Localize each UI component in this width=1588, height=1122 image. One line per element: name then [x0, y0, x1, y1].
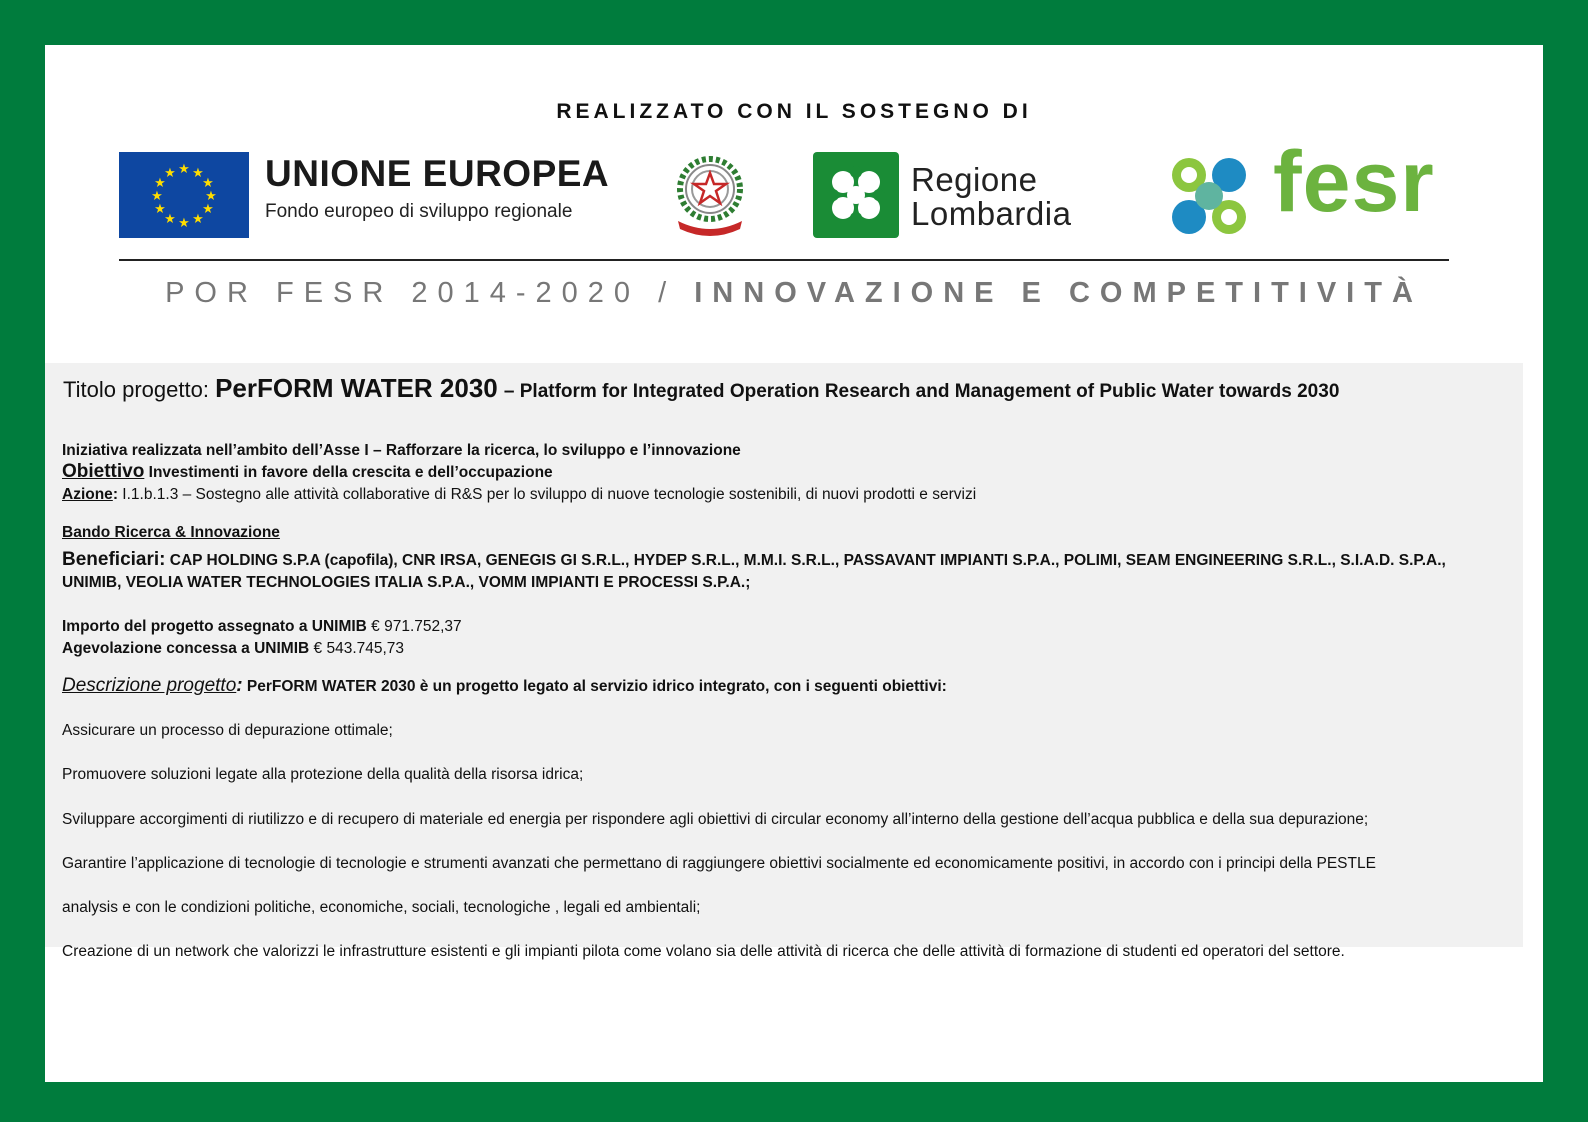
svg-text:★: ★ [178, 162, 190, 177]
svg-text:★: ★ [154, 202, 166, 217]
objective-item: Creazione di un network che valorizzi le infrastrutture esistenti e gli impianti pilota come volano sia delle attività di ricerca che delle attività di formazione di studenti ed operatori del settore. [62, 943, 1345, 960]
objective-item: Promuovere soluzioni legate alla protezione della qualità della risorsa idrica; [62, 766, 584, 783]
svg-text:★: ★ [192, 212, 204, 227]
title-label: Titolo progetto: [63, 377, 209, 402]
objective-item: Sviluppare accorgimenti di riutilizzo e di recupero di materiale ed energia per rispondere agli obiettivi di circular economy all’interno della gestione dell’acqua pubblica e della sua depurazione; [62, 811, 1369, 828]
grant-value: € 543.745,73 [313, 640, 405, 657]
project-subtitle: – Platform for Integrated Operation Research and Management of Public Water towards 2030 [503, 381, 1340, 402]
svg-text:★: ★ [164, 212, 176, 227]
action-colon: : [112, 486, 118, 503]
grant-line [62, 640, 404, 658]
objective-label: Obiettivo [62, 461, 145, 482]
description-line [62, 675, 947, 697]
fesr-wordmark: fesr [1273, 134, 1435, 230]
beneficiaries-line1 [62, 549, 1446, 571]
svg-text:★: ★ [154, 176, 166, 191]
svg-text:★: ★ [151, 189, 163, 204]
svg-text:★: ★ [164, 166, 176, 181]
bando-line: Bando Ricerca & Innovazione [62, 524, 280, 541]
description-label: Descrizione progetto [62, 675, 237, 696]
region-line1: Regione [911, 161, 1038, 198]
beneficiaries-label: Beneficiari: [62, 549, 166, 570]
beneficiaries-list-1: CAP HOLDING S.P.A (capofila), CNR IRSA, GENEGIS GI S.R.L., HYDEP S.R.L., M.M.I. S.R.L., PASSAVANT IMPIANTI S.P.A., POLIMI, SEAM ENGINEERING S.R.L., S.I.A.D. S.P.A., [169, 552, 1446, 569]
eu-title: UNIONE EUROPEA [265, 153, 610, 194]
beneficiaries-line2: UNIMIB, VEOLIA WATER TECHNOLOGIES ITALIA S.P.A., VOMM IMPIANTI E PROCESSI S.P.A.; [62, 574, 751, 591]
por-part2: INNOVAZIONE E COMPETITIVITÀ [694, 277, 1423, 309]
objective-item: Garantire l’applicazione di tecnologie di tecnologie e strumenti avanzati che permettano di raggiungere obiettivi socialmente ed economicamente positivi, in accordo con i principi della PESTLE [62, 855, 1376, 872]
document-page [45, 45, 1543, 1082]
svg-text:★: ★ [205, 189, 217, 204]
region-line2: Lombardia [911, 195, 1072, 232]
italian-emblem-icon [668, 151, 752, 241]
initiative-line: Iniziativa realizzata nell’ambito dell’Asse I – Rafforzare la ricerca, lo sviluppo e l’innovazione [62, 442, 741, 459]
por-fesr-heading [45, 277, 1543, 310]
objective-item: analysis e con le condizioni politiche, economiche, sociali, tecnologiche , legali ed ambientali; [62, 899, 701, 916]
objective-line [62, 461, 553, 483]
fesr-mark-icon [1163, 151, 1255, 241]
header-divider [119, 259, 1449, 261]
supported-by-heading: REALIZZATO CON IL SOSTEGNO DI [556, 100, 1032, 123]
amount-value: € 971.752,37 [371, 618, 462, 635]
action-label: Azione [62, 486, 113, 503]
objective-text: Investimenti in favore della crescita e dell’occupazione [148, 464, 553, 481]
description-intro: PerFORM WATER 2030 è un progetto legato al servizio idrico integrato, con i seguenti obiettivi: [246, 678, 947, 695]
amount-label: Importo del progetto assegnato a UNIMIB [62, 618, 367, 635]
objective-item: Assicurare un processo di depurazione ottimale; [62, 722, 393, 739]
action-line [62, 486, 976, 504]
regione-lombardia-wordmark [911, 163, 1071, 231]
amount-line [62, 618, 462, 636]
eu-subtitle: Fondo europeo di sviluppo regionale [265, 201, 573, 222]
svg-text:★: ★ [202, 202, 214, 217]
por-part1: POR FESR 2014-2020 / [165, 277, 677, 309]
project-title [63, 373, 1339, 404]
grant-label: Agevolazione concessa a UNIMIB [62, 640, 310, 657]
svg-text:★: ★ [192, 166, 204, 181]
svg-text:★: ★ [178, 216, 190, 231]
project-name: PerFORM WATER 2030 [215, 373, 498, 403]
eu-flag-icon [119, 152, 249, 238]
regione-lombardia-logo-icon [813, 152, 899, 238]
action-text: I.1.b.1.3 – Sostegno alle attività collaborative di R&S per lo sviluppo di nuove tecnologie sostenibili, di nuovi prodotti e servizi [122, 486, 977, 503]
description-colon: : [236, 675, 243, 696]
logo-row [45, 134, 1543, 241]
svg-text:★: ★ [202, 176, 214, 191]
